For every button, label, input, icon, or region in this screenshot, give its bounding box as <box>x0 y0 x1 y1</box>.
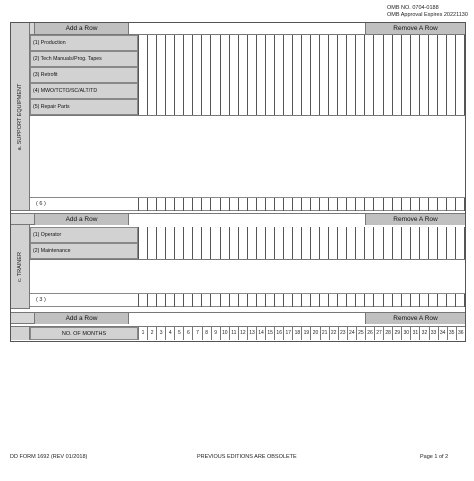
trainer-row-2 <box>11 243 465 259</box>
month-grid[interactable] <box>138 67 465 83</box>
month-number: 32 <box>419 327 428 340</box>
support-equipment-section-label: a. SUPPORT EQUIPMENT <box>17 83 23 150</box>
trainer-remove-row-button[interactable]: Remove A Row <box>365 214 465 225</box>
trainer-section-label: c. TRAINER <box>17 251 23 282</box>
support-row-label: (2) Tech Manuals/Prog. Tapes <box>30 51 138 67</box>
form-id: DD FORM 1692 (REV 01/2018) <box>10 454 88 460</box>
month-grid[interactable] <box>138 35 465 51</box>
month-number: 22 <box>329 327 338 340</box>
support-row-label: (5) Repair Parts <box>30 99 138 115</box>
bottom-remove-row-button[interactable]: Remove A Row <box>365 313 465 324</box>
count-grid <box>138 294 465 307</box>
month-number: 2 <box>147 327 156 340</box>
trainer-count: ( 3 ) <box>36 297 46 303</box>
omb-number: OMB NO. 0704-0188 <box>387 5 439 11</box>
month-number: 3 <box>156 327 165 340</box>
support-count-row <box>30 197 465 211</box>
month-number: 21 <box>320 327 329 340</box>
page-number: Page 1 of 2 <box>420 454 449 460</box>
count-grid <box>138 198 465 211</box>
month-number: 25 <box>356 327 365 340</box>
month-number: 10 <box>220 327 229 340</box>
form-sheet <box>10 22 466 342</box>
month-number: 34 <box>438 327 447 340</box>
bottom-add-remove-band <box>11 312 465 324</box>
support-row-label: (3) Retrofit <box>30 67 138 83</box>
month-number: 6 <box>183 327 192 340</box>
support-row-5 <box>11 99 465 115</box>
bottom-add-row-button[interactable]: Add a Row <box>34 313 129 324</box>
trainer-row-1 <box>11 227 465 243</box>
support-blank-area <box>30 116 465 195</box>
support-add-row-button[interactable]: Add a Row <box>34 23 129 34</box>
month-number: 1 <box>138 327 147 340</box>
support-row-label: (1) Production <box>30 35 138 51</box>
month-number: 19 <box>301 327 310 340</box>
month-number: 28 <box>383 327 392 340</box>
month-number: 35 <box>447 327 456 340</box>
omb-block <box>387 5 468 19</box>
months-header-row <box>11 326 465 340</box>
month-grid[interactable] <box>138 243 465 259</box>
month-number: 24 <box>347 327 356 340</box>
support-row-4 <box>11 83 465 99</box>
month-number: 30 <box>401 327 410 340</box>
month-number: 8 <box>202 327 211 340</box>
trainer-row-label: (1) Operator <box>30 227 138 243</box>
month-grid[interactable] <box>138 51 465 67</box>
month-number: 18 <box>292 327 301 340</box>
support-row-2 <box>11 51 465 67</box>
month-number: 4 <box>165 327 174 340</box>
trainer-blank-area <box>30 260 465 293</box>
month-number: 29 <box>392 327 401 340</box>
month-number: 36 <box>456 327 465 340</box>
month-number: 16 <box>274 327 283 340</box>
support-row-1 <box>11 35 465 51</box>
trainer-add-remove-band <box>11 213 465 225</box>
month-number: 13 <box>247 327 256 340</box>
month-number: 17 <box>283 327 292 340</box>
trainer-count-row <box>30 293 465 307</box>
support-row-3 <box>11 67 465 83</box>
month-numbers <box>138 327 465 340</box>
support-remove-row-button[interactable]: Remove A Row <box>365 23 465 34</box>
month-number: 33 <box>429 327 438 340</box>
month-grid[interactable] <box>138 227 465 243</box>
month-number: 27 <box>374 327 383 340</box>
month-number: 14 <box>256 327 265 340</box>
trainer-add-row-button[interactable]: Add a Row <box>34 214 129 225</box>
month-number: 26 <box>365 327 374 340</box>
month-number: 31 <box>410 327 419 340</box>
month-number: 12 <box>238 327 247 340</box>
support-add-remove-band <box>11 23 465 35</box>
month-number: 9 <box>211 327 220 340</box>
month-number: 5 <box>174 327 183 340</box>
editions-notice: PREVIOUS EDITIONS ARE OBSOLETE <box>197 454 297 460</box>
month-grid[interactable] <box>138 83 465 99</box>
trainer-row-label: (2) Maintenance <box>30 243 138 259</box>
month-number: 20 <box>310 327 319 340</box>
months-label: NO. OF MONTHS <box>30 327 138 340</box>
omb-approval: OMB Approval Expires 20221130 <box>387 12 468 18</box>
month-number: 11 <box>229 327 238 340</box>
support-row-label: (4) MWO/TCTO/SC/ALT/TD <box>30 83 138 99</box>
month-number: 7 <box>192 327 201 340</box>
month-number: 23 <box>338 327 347 340</box>
month-grid[interactable] <box>138 99 465 115</box>
month-number: 15 <box>265 327 274 340</box>
support-count: ( 6 ) <box>36 201 46 207</box>
